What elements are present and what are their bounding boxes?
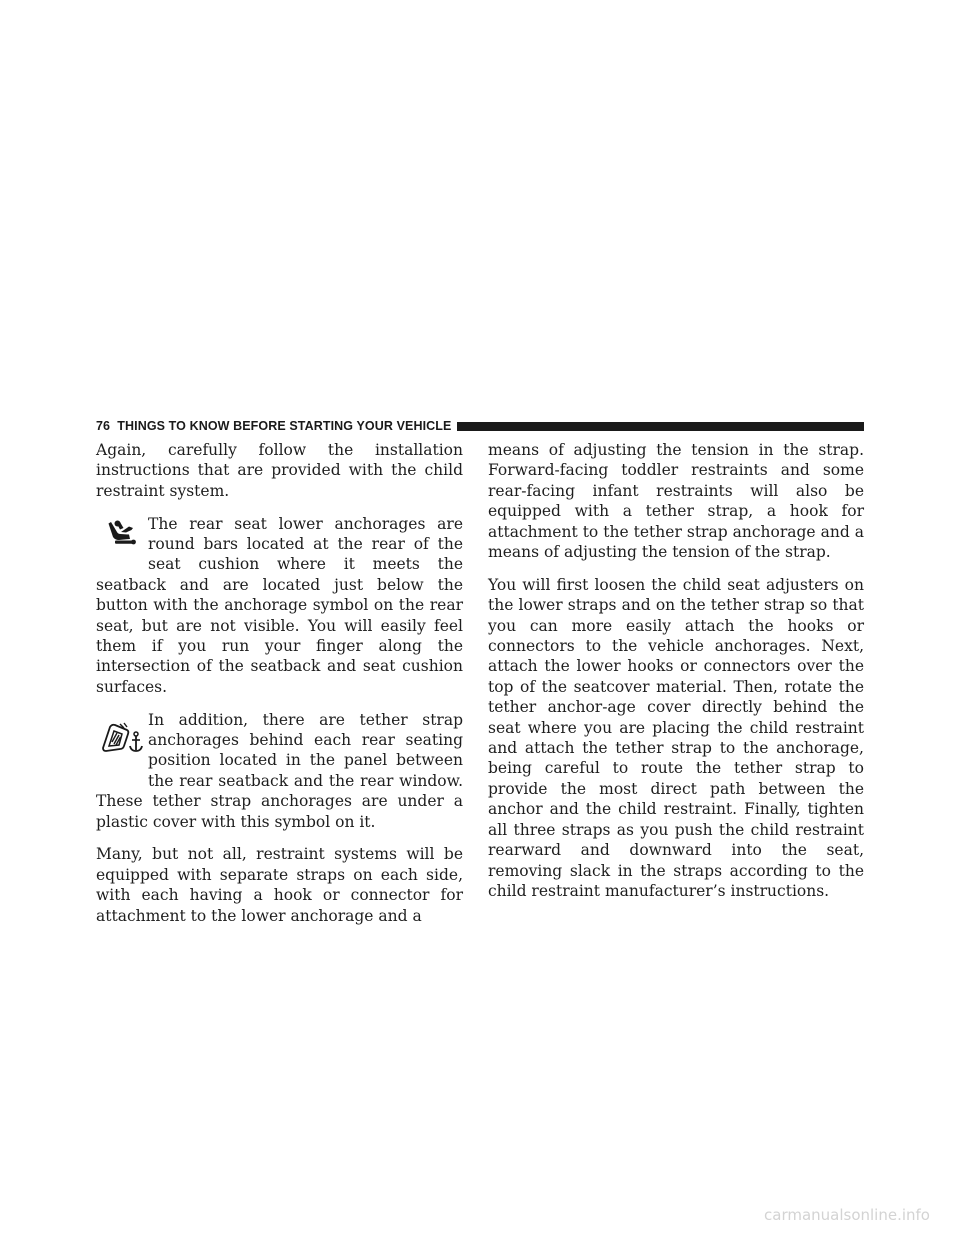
section-title: THINGS TO KNOW BEFORE STARTING YOUR VEHICLE xyxy=(117,419,452,433)
watermark: carmanualsonline.info xyxy=(764,1206,930,1224)
paragraph-intro: Again, carefully follow the installation instructions that are provided with the child restraint system. xyxy=(96,441,463,500)
right-column xyxy=(488,440,864,914)
page-header xyxy=(96,419,864,433)
paragraph-separate-straps: Many, but not all, restraint systems will be equipped with separate straps on each side, with each having a hook or connector for attachment to the lower anchorage and a xyxy=(96,845,463,925)
paragraph-tether-anchorages: In addition, there are tether strap anchorages behind each rear seating position located in the panel between the rear seatback and the rear window. These tether strap anchorages are under a plastic cover with this symbol on it. xyxy=(96,710,463,831)
page-number: 76 xyxy=(96,419,111,433)
child-seat-tether-anchor-icon xyxy=(96,710,148,782)
left-column xyxy=(96,440,463,939)
header-rule xyxy=(457,422,864,431)
paragraph-installation-steps: You will first loosen the child seat adjusters on the lower straps and on the tether strap so that you can more easily attach the hooks or connectors to the vehicle anchorages. Next, attach the lower hooks or connectors over the top of the seatcover material. Then, rotate the tether anchor-age cover directly behind the seat where you are placing the child restraint and attach the tether strap to the anchorage, being careful to route the tether strap to provide the most direct path between the anchor and the child restraint. Finally, tighten all three straps as you push the child restraint rearward and downward into the seat, removing slack in the straps according to the child restraint manufacturer’s instructions. xyxy=(488,575,864,900)
paragraph-lower-anchorages: The rear seat lower anchorages are round bars located at the rear of the seat cushion where it meets the seatback and are located just below the button with the anchorage symbol on the rear seat, but are not visible. You will easily feel them if you run your finger along the intersection of the seatback and seat cushion surfaces. xyxy=(96,514,463,696)
paragraph-tension-adjust: means of adjusting the tension in the strap. Forward-facing toddler restraints and some rear-facing infant restraints will also be equipped with a tether strap, a hook for attachment to the tether strap anchorage and a means of adjusting the tension of the strap. xyxy=(488,441,864,562)
child-seat-lower-anchor-icon xyxy=(96,514,148,575)
